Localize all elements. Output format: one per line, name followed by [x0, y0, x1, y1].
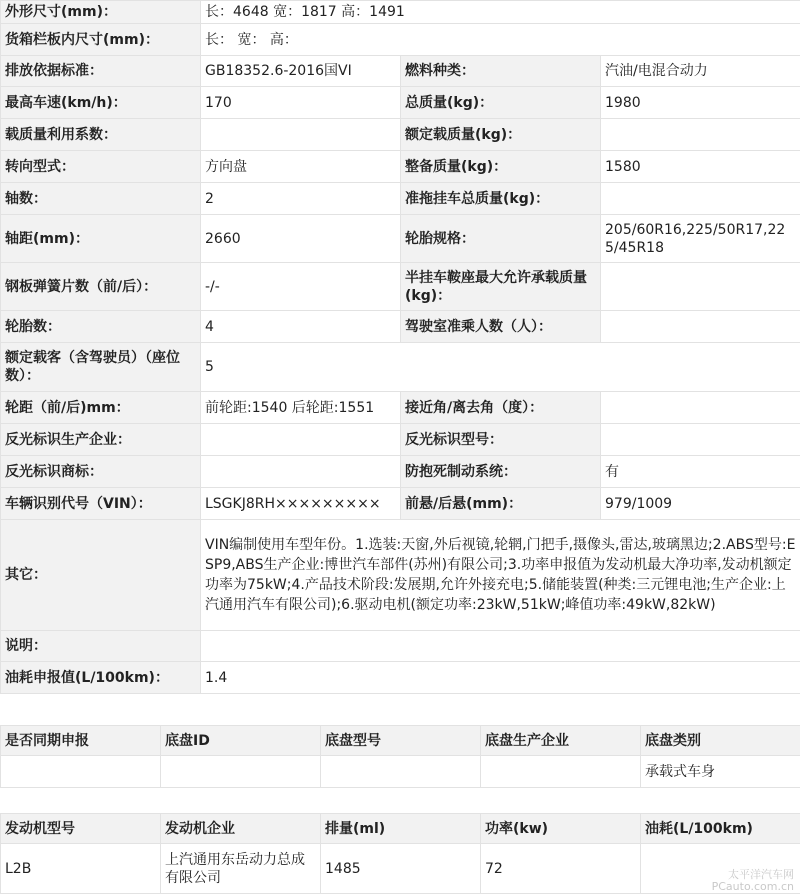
row-reflector-brand	[1, 456, 800, 488]
value	[601, 119, 800, 151]
engine-table	[0, 813, 800, 894]
row-reflector-maker	[1, 424, 800, 456]
row-emission	[1, 56, 800, 87]
label: 整备质量(kg)：	[401, 151, 601, 183]
column-header: 底盘ID	[161, 726, 321, 756]
value	[601, 311, 800, 343]
label: 总质量(kg)：	[401, 87, 601, 119]
column-header: 底盘生产企业	[481, 726, 641, 756]
value: 5	[201, 343, 800, 392]
label: 货箱栏板内尺寸(mm)：	[1, 24, 201, 56]
value: 1.4	[201, 662, 800, 694]
label: 排放依据标准：	[1, 56, 201, 87]
value	[201, 119, 401, 151]
column-header: 油耗(L/100km)	[641, 814, 800, 844]
label: 反光标识型号：	[401, 424, 601, 456]
value: 979/1009	[601, 488, 800, 520]
table-row	[1, 844, 800, 894]
row-dimensions	[1, 1, 800, 24]
label: 接近角/离去角（度）：	[401, 392, 601, 424]
value: GB18352.6-2016国VI	[201, 56, 401, 87]
cell: 承载式车身	[641, 756, 800, 788]
column-header: 排量(ml)	[321, 814, 481, 844]
watermark	[712, 869, 794, 893]
column-header: 发动机企业	[161, 814, 321, 844]
value: 4	[201, 311, 401, 343]
value	[201, 631, 800, 662]
row-leaf-springs	[1, 263, 800, 311]
label: 驾驶室准乘人数（人）：	[401, 311, 601, 343]
column-header: 是否同期申报	[1, 726, 161, 756]
value: LSGKJ8RH×××××××××	[201, 488, 401, 520]
cell: 上汽通用东岳动力总成有限公司	[161, 844, 321, 894]
row-vin	[1, 488, 800, 520]
cell	[161, 756, 321, 788]
value: 有	[601, 456, 800, 488]
column-header: 发动机型号	[1, 814, 161, 844]
row-notes	[1, 631, 800, 662]
chassis-header-row	[1, 726, 800, 756]
value: 1980	[601, 87, 800, 119]
label: 反光标识生产企业：	[1, 424, 201, 456]
value	[601, 263, 800, 311]
value	[601, 424, 800, 456]
value: 2660	[201, 215, 401, 263]
label: 载质量利用系数：	[1, 119, 201, 151]
value: 方向盘	[201, 151, 401, 183]
label: 轮胎规格：	[401, 215, 601, 263]
chassis-table	[0, 725, 800, 788]
row-other	[1, 520, 800, 631]
value: 长： 宽： 高：	[201, 24, 800, 56]
value	[601, 392, 800, 424]
value	[601, 183, 800, 215]
column-header: 功率(kw)	[481, 814, 641, 844]
value	[201, 424, 401, 456]
label: 转向型式：	[1, 151, 201, 183]
row-fuel-consumption	[1, 662, 800, 694]
label: 燃料种类：	[401, 56, 601, 87]
row-track	[1, 392, 800, 424]
value: 170	[201, 87, 401, 119]
label: 轴数：	[1, 183, 201, 215]
label: 轮胎数：	[1, 311, 201, 343]
value: 1580	[601, 151, 800, 183]
label: 轴距(mm)：	[1, 215, 201, 263]
column-header: 底盘型号	[321, 726, 481, 756]
label: 说明：	[1, 631, 201, 662]
label: 半挂车鞍座最大允许承载质量(kg)：	[401, 263, 601, 311]
label: 外形尺寸(mm)：	[1, 1, 201, 24]
label: 额定载客（含驾驶员）（座位数）：	[1, 343, 201, 392]
row-steering	[1, 151, 800, 183]
column-header: 底盘类别	[641, 726, 800, 756]
label: 最高车速(km/h)：	[1, 87, 201, 119]
value: 汽油/电混合动力	[601, 56, 800, 87]
row-seats	[1, 343, 800, 392]
row-cargo-box	[1, 24, 800, 56]
value: 2	[201, 183, 401, 215]
label: 油耗申报值(L/100km)：	[1, 662, 201, 694]
row-speed	[1, 87, 800, 119]
table-row	[1, 756, 800, 788]
value: 前轮距:1540 后轮距:1551	[201, 392, 401, 424]
label: 防抱死制动系统：	[401, 456, 601, 488]
label: 车辆识别代号（VIN）：	[1, 488, 201, 520]
row-axles	[1, 183, 800, 215]
label: 前悬/后悬(mm)：	[401, 488, 601, 520]
label: 其它：	[1, 520, 201, 631]
row-wheelbase	[1, 215, 800, 263]
cell	[1, 756, 161, 788]
value: VIN编制使用车型年份。1.选装:天窗,外后视镜,轮辋,门把手,摄像头,雷达,玻璃黑边;2.ABS型号:ESP9,ABS生产企业:博世汽车部件(苏州)有限公司;3.功率申报值为发动机最大净功率,发动机额定功率为75kW;4.产品技术阶段:发展期,允许外接充电;5.储能装置(种类:三元锂电池;生产企业:上汽通用汽车有限公司);6.驱动电机(额定功率:23kW,51kW;峰值功率:49kW,82kW)	[201, 520, 800, 631]
cell	[321, 756, 481, 788]
cell	[481, 756, 641, 788]
watermark-line: PCauto.com.cn	[711, 880, 794, 893]
cell: 72	[481, 844, 641, 894]
cell: 1485	[321, 844, 481, 894]
label: 额定载质量(kg)：	[401, 119, 601, 151]
cell: L2B	[1, 844, 161, 894]
row-load-factor	[1, 119, 800, 151]
row-tires	[1, 311, 800, 343]
label: 轮距（前/后)mm：	[1, 392, 201, 424]
watermark-line: 太平洋汽车网	[728, 868, 794, 881]
engine-header-row	[1, 814, 800, 844]
label: 准拖挂车总质量(kg)：	[401, 183, 601, 215]
label: 钢板弹簧片数（前/后）：	[1, 263, 201, 311]
label: 反光标识商标：	[1, 456, 201, 488]
value	[201, 456, 401, 488]
value: 205/60R16,225/50R17,225/45R18	[601, 215, 800, 263]
value: 长：4648 宽：1817 高：1491	[201, 1, 800, 24]
value: -/-	[201, 263, 401, 311]
